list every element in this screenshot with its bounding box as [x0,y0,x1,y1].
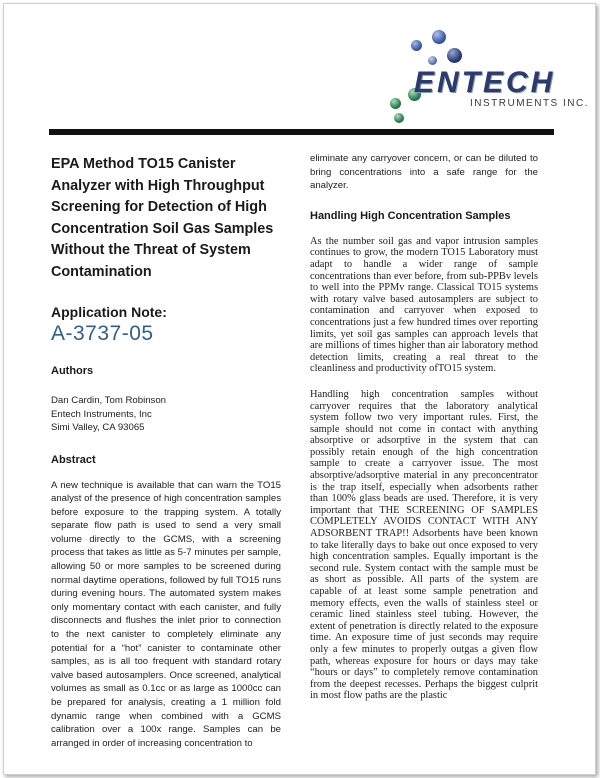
logo-ball-icon [411,40,422,51]
logo-wordmark: ENTECH [414,66,556,99]
authors-block [51,394,281,435]
application-note-number: A-3737-05 [51,322,154,345]
document-title: EPA Method TO15 Canister Analyzer with High Throughput Screening for Detection of High Concentration Soil Gas Samples Without the Threat of System Contamination [51,156,274,280]
right-column [310,152,538,702]
document-page [3,3,596,775]
abstract-text: A new technique is available that can warn the TO15 analyst of the presence of high concentration samples before exposure to the trapping system. A totally separate flow path is used to send a very small volume directly to the GCMS, with a screening process that takes as little as 5-7 minutes per sample, allowing 50 or more samples to be screened during normal daytime operations, followed by full TO15 runs during evening hours. The automated system makes only momentary contact with each canister, and fully disconnects and flushes the inlet prior to connection to the next canister to completely eliminate any potential for a “hot” canister to contaminate other samples, as is all too frequent with standard rotary valve based autosamplers. Once screened, analytical volumes as small as 0.1cc or as large as 1000cc can be prepared for analysis, creating a 1 million fold dynamic range when combined with a GCMS calibration over a 100x range. Samples can be arranged in order of increasing concentration to [51,479,281,749]
logo-ball-icon [447,48,462,63]
logo-ball-icon [390,98,401,109]
author-line: Dan Cardin, Tom Robinson [51,395,167,406]
handling-paragraph-1: As the number soil gas and vapor intrusion samples continues to grow, the modern TO15 Laboratory must adapt to handle a wider range of sample concentrations than ever before, from sub-PPBv levels to well into the PPMv range. Classical TO15 systems with rotary valve based autosamplers are subject to contamination and carryover when exposed to concentrations just a few hundred times over reporting limits, yet soil gas samples can approach levels that are millions of times higher than air laboratory method detection limits, creating a real threat to the cleanliness and productivity ofTO15 system. [310,235,538,375]
handling-heading: Handling High Concentration Samples [310,209,511,222]
logo-ball-icon [428,56,437,65]
logo-ball-icon [394,113,404,123]
author-line: Simi Valley, CA 93065 [51,422,145,433]
author-line: Entech Instruments, Inc [51,408,152,420]
application-note-label: Application Note: [51,304,167,320]
logo-ball-icon [432,30,446,44]
handling-paragraph-2: Handling high concentration samples without carryover requires that the laboratory analytical system follow two very important rules. First, the sample should not come in contact with anything absorptive or adsorptive in the system that can possibly retain enough of the high concentration sample to create a carryover issue. The most absorptive/adsorptive material in any preconcentrator is the trap itself, especially when adsorbents rather than 100% glass beads are used. Therefore, it is very important that THE SCREENING OF SAMPLES COMPLETELY AVOIDS CONTACT WITH ANY ADSORBENT TRAP!! Adsorbents have been known to take literally days to bake out once exposed to very high concentration samples. Equally important is the second rule. System contact with the sample must be as short as possible. All parts of the system are capable of at least some sample penetration and memory effects, even the walls of stainless steel or ceramic lined stainless steel tubing. However, the extent of penetration is directly related to the exposure time. An exposure time of just seconds may require only a few minutes to properly outgas a given flow path, whereas exposure for hours or days may take “hours or days” to completely remove contamination from the deepest recesses. Perhaps the biggest culprit in most flow paths are the plastic [310,388,538,702]
abstract-continuation: eliminate any carryover concern, or can be diluted to bring concentrations into a safe range for the analyzer. [310,153,538,192]
entech-logo [374,18,589,133]
header-rule [49,129,554,135]
authors-heading: Authors [51,365,94,377]
logo-subtitle: INSTRUMENTS INC. [470,98,589,109]
abstract-heading: Abstract [51,453,96,466]
left-column [51,154,281,760]
